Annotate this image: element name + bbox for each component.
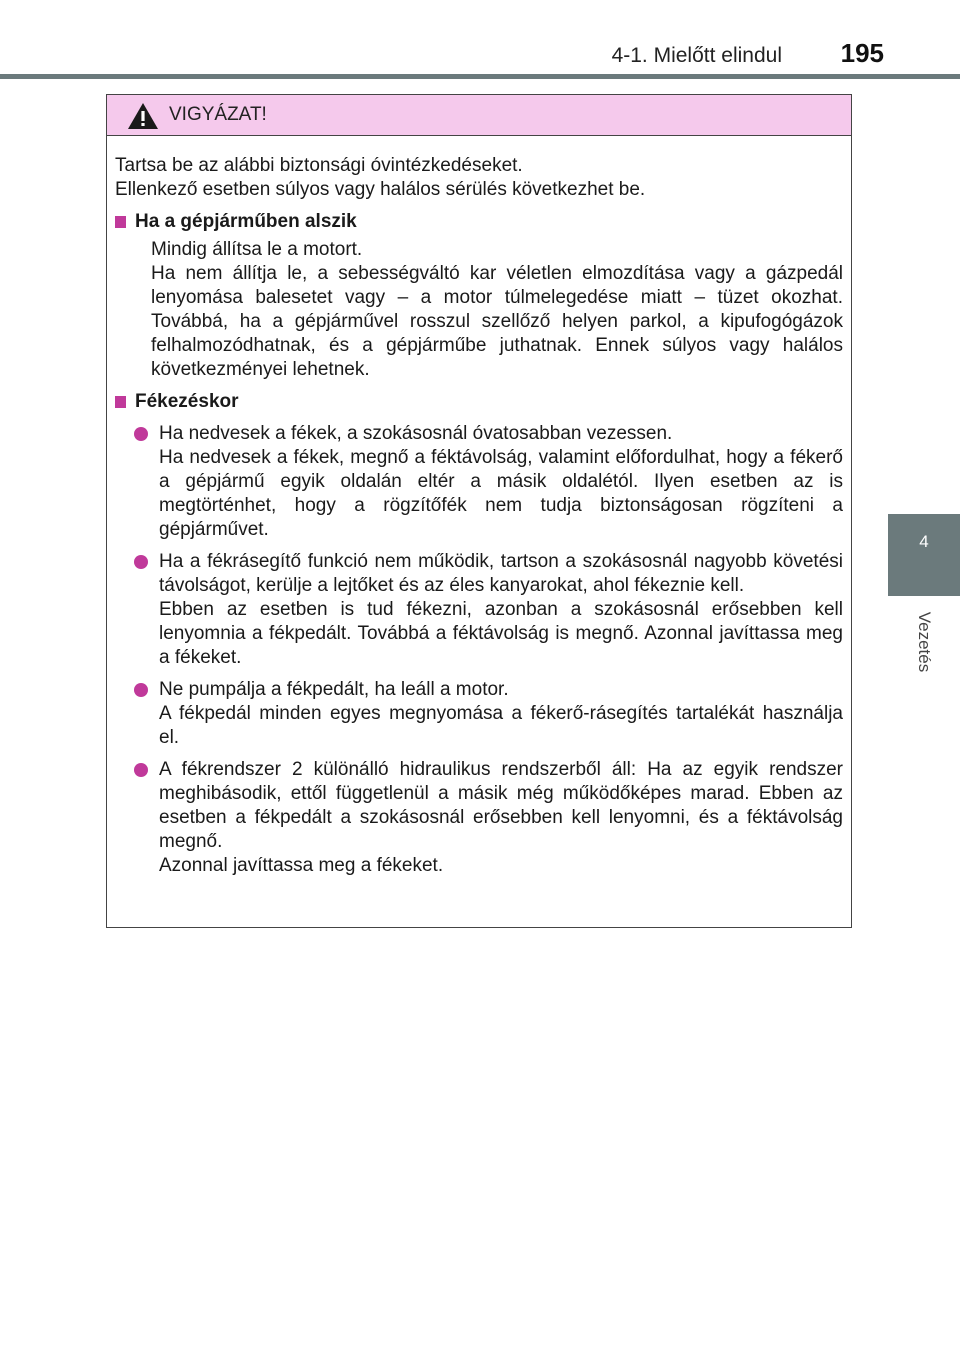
round-bullet-icon	[134, 763, 148, 777]
intro-line: Tartsa be az alábbi biztonsági óvintézkedéseket.	[115, 155, 523, 176]
paragraph: Mindig állítsa le a motort.	[151, 239, 363, 260]
warning-header	[107, 95, 851, 136]
paragraph: Azonnal javíttassa meg a fékeket.	[159, 855, 444, 876]
warning-content	[107, 136, 851, 878]
intro-line: Ellenkező esetben súlyos vagy halálos sérülés következhet be.	[115, 179, 646, 200]
paragraph: Ha nedvesek a fékek, a szokásosnál óvatosabban vezessen.	[159, 423, 673, 444]
section-title: 4-1. Mielőtt elindul	[611, 44, 782, 67]
warning-title: VIGYÁZAT!	[169, 104, 267, 125]
page-number: 195	[840, 38, 884, 68]
paragraph: Ne pumpálja a fékpedált, ha leáll a motor.	[159, 679, 509, 700]
paragraph: Ebben az esetben is tud fékezni, azonban a szokásosnál erősebben kell lenyomnia a fékpedált. Továbbá a féktávolság is megnő. Azonnal javíttassa meg a fékeket.	[159, 599, 843, 668]
paragraph: Ha nedvesek a fékek, megnő a féktávolság, valamint előfordulhat, hogy a fékerő a gépjármű egyik oldalán eltér a másik oldalétól. Ilyen esetben az is megtörténhet, hogy a rögzítőfék nem tudja biztonságosan rögzíteni a gépjárművet.	[159, 447, 843, 540]
paragraph: A fékrendszer 2 különálló hidraulikus rendszerből áll: Ha az egyik rendszer meghibásodik, ettől függetlenül a másik még működőképes marad. Ebben az esetben a fékpedált a szokásosnál erősebben kell lenyomni, és a féktávolság megnő.	[159, 759, 843, 852]
square-bullet-icon	[115, 396, 126, 408]
chapter-number: 4	[919, 532, 929, 551]
list-item	[134, 678, 843, 750]
section-heading-text: Fékezéskor	[135, 391, 239, 412]
round-bullet-icon	[134, 555, 148, 569]
section-body	[151, 238, 843, 382]
header-rule	[0, 74, 960, 79]
chapter-label: Vezetés	[915, 611, 934, 673]
chapter-tab	[888, 514, 960, 596]
round-bullet-icon	[134, 427, 148, 441]
list-item	[134, 550, 843, 670]
section-heading	[115, 210, 843, 234]
paragraph: Ha a fékrásegítő funkció nem működik, tartson a szokásosnál nagyobb követési távolságot, kerülje a lejtőket és az éles kanyarokat, ahol fékeznie kell.	[159, 551, 843, 596]
round-bullet-icon	[134, 683, 148, 697]
warning-box	[106, 94, 852, 928]
section-heading	[115, 390, 843, 414]
paragraph: A fékpedál minden egyes megnyomása a fékerő-rásegítés tartalékát használja el.	[159, 703, 843, 748]
paragraph: Ha nem állítja le, a sebességváltó kar véletlen elmozdítása vagy a gázpedál lenyomása balesetet vagy – a motor túlmelegedése miatt – tüzet okozhat. Továbbá, ha a gépjárművel rosszul szellőző helyen parkol, a kipufogógázok felhalmozódhatnak, és a gépjárműbe juthatnak. Ennek súlyos vagy halálos következményei lehetnek.	[151, 263, 843, 380]
list-item	[134, 758, 843, 878]
warning-triangle-icon	[127, 102, 159, 130]
square-bullet-icon	[115, 216, 126, 228]
list-item	[134, 422, 843, 542]
section-heading-text: Ha a gépjárműben alszik	[135, 211, 357, 232]
